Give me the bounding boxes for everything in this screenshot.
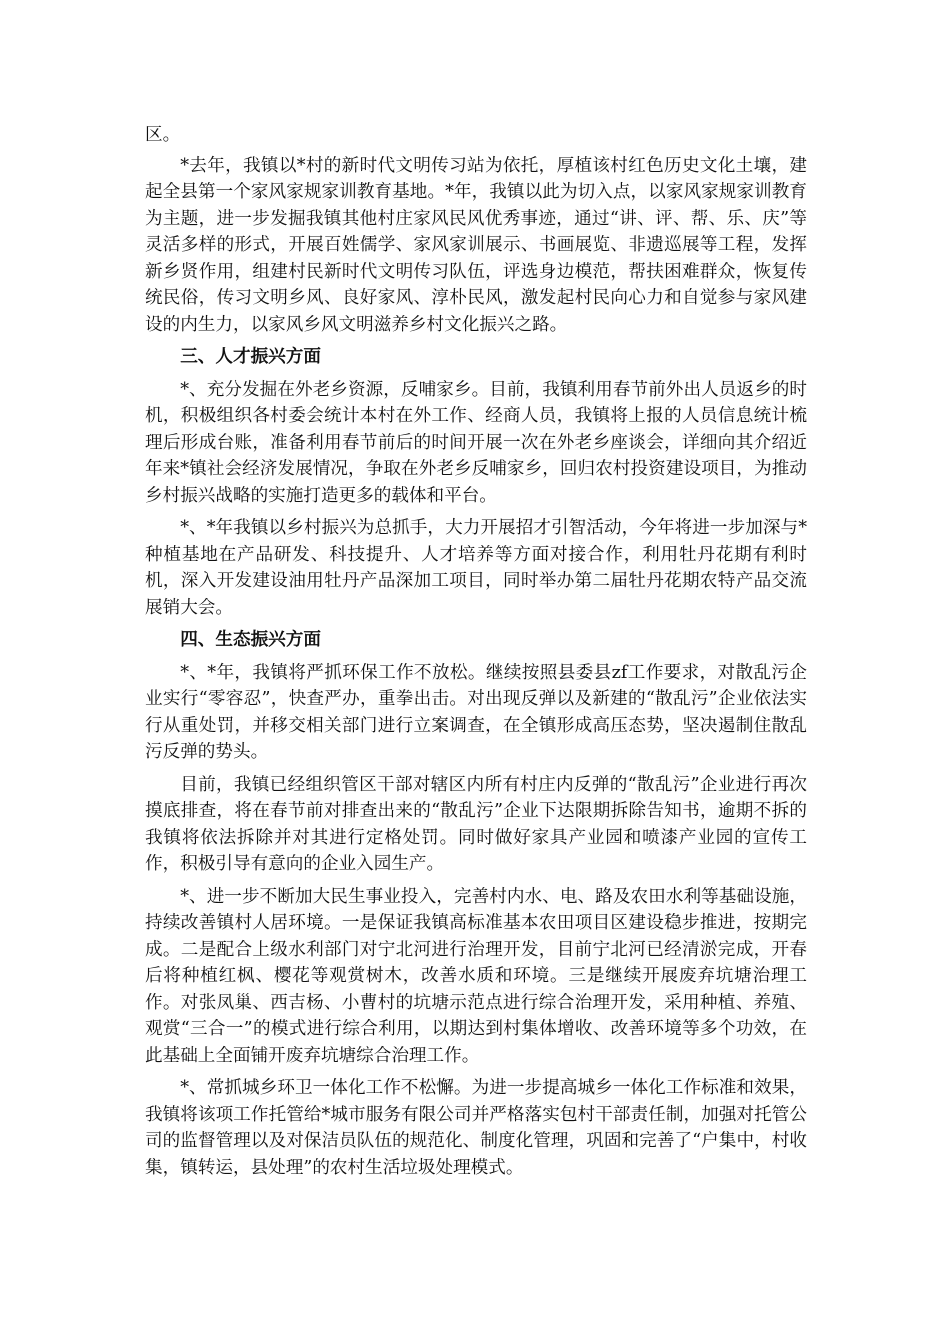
section-heading-talent: 三、人才振兴方面 [180,347,321,367]
paragraph-talent-recruitment: *、*年我镇以乡村振兴为总抓手，大力开展招才引智活动，今年将进一步加深与*种植基地在产品研发、科技提升、人才培养等方面对接合作，利用牡丹花期有利时机，深入开发建设油用牡丹产品深加工项目，同时举办第二届牡丹花期农特产品交流展销大会。 [145,518,807,618]
paragraph-hometown-talent: *、充分发掘在外老乡资源，反哺家乡。目前，我镇利用春节前外出人员返乡的时机，积极组织各村委会统计本村在外工作、经商人员，我镇将上报的人员信息统计梳理后形成台账，准备利用春节前后的时间开展一次在外老乡座谈会，详细向其介绍近年来*镇社会经济发展情况，争取在外老乡反哺家乡，回归农村投资建设项目，为推动乡村振兴战略的实施打造更多的载体和平台。 [145,379,807,506]
paragraph-continuation: 区。 [145,125,181,145]
paragraph-infrastructure: *、进一步不断加大民生事业投入，完善村内水、电、路及农田水利等基础设施，持续改善镇村人居环境。一是保证我镇高标准基本农田项目区建设稳步推进，按期完成。二是配合上级水利部门对宁北河进行治理开发，目前宁北河已经清淤完成，开春后将种植红枫、樱花等观赏树木，改善水质和环境。三是继续开展废弃坑塘治理工作。对张凤巢、西吉杨、小曹村的坑塘示范点进行综合治理开发，采用种植、养殖、观赏“三合一”的模式进行综合利用，以期达到村集体增收、改善环境等多个功效，在此基础上全面铺开废弃坑塘综合治理工作。 [145,886,807,1066]
paragraph-family-tradition: *去年，我镇以*村的新时代文明传习站为依托，厚植该村红色历史文化土壤，建起全县第一个家风家规家训教育基地。*年，我镇以此为切入点，以家风家规家训教育为主题，进一步发掘我镇其他村庄家风民风优秀事迹，通过“讲、评、帮、乐、庆”等灵活多样的形式，开展百姓儒学、家风家训展示、书画展览、非遗巡展等工程，发挥新乡贤作用，组建村民新时代文明传习队伍，评选身边模范，帮扶困难群众，恢复传统民俗，传习文明乡风、良好家风、淳朴民风，激发起村民向心力和自觉参与家风建设的内生力，以家风乡风文明滋养乡村文化振兴之路。 [145,155,807,335]
document-body [145,122,807,1187]
section-heading-ecology: 四、生态振兴方面 [180,630,321,650]
paragraph-environmental-protection: *、*年，我镇将严抓环保工作不放松。继续按照县委县zf工作要求，对散乱污企业实行“零容忍”，快查严办，重拳出击。对出现反弹以及新建的“散乱污”企业依法实行从重处罚，并移交相关部门进行立案调查，在全镇形成高压态势，坚决遏制住散乱污反弹的势头。 [145,662,807,762]
paragraph-enterprise-inspection: 目前，我镇已经组织管区干部对辖区内所有村庄内反弹的“散乱污”企业进行再次摸底排查，将在春节前对排查出来的“散乱污”企业下达限期拆除告知书，逾期不拆的我镇将依法拆除并对其进行定格处罚。同时做好家具产业园和喷漆产业园的宣传工作，积极引导有意向的企业入园生产。 [145,774,807,874]
paragraph-sanitation: *、常抓城乡环卫一体化工作不松懈。为进一步提高城乡一体化工作标准和效果，我镇将该项工作托管给*城市服务有限公司并严格落实包村干部责任制，加强对托管公司的监督管理以及对保洁员队伍的规范化、制度化管理，巩固和完善了“户集中，村收集，镇转运，县处理”的农村生活垃圾处理模式。 [145,1078,807,1178]
